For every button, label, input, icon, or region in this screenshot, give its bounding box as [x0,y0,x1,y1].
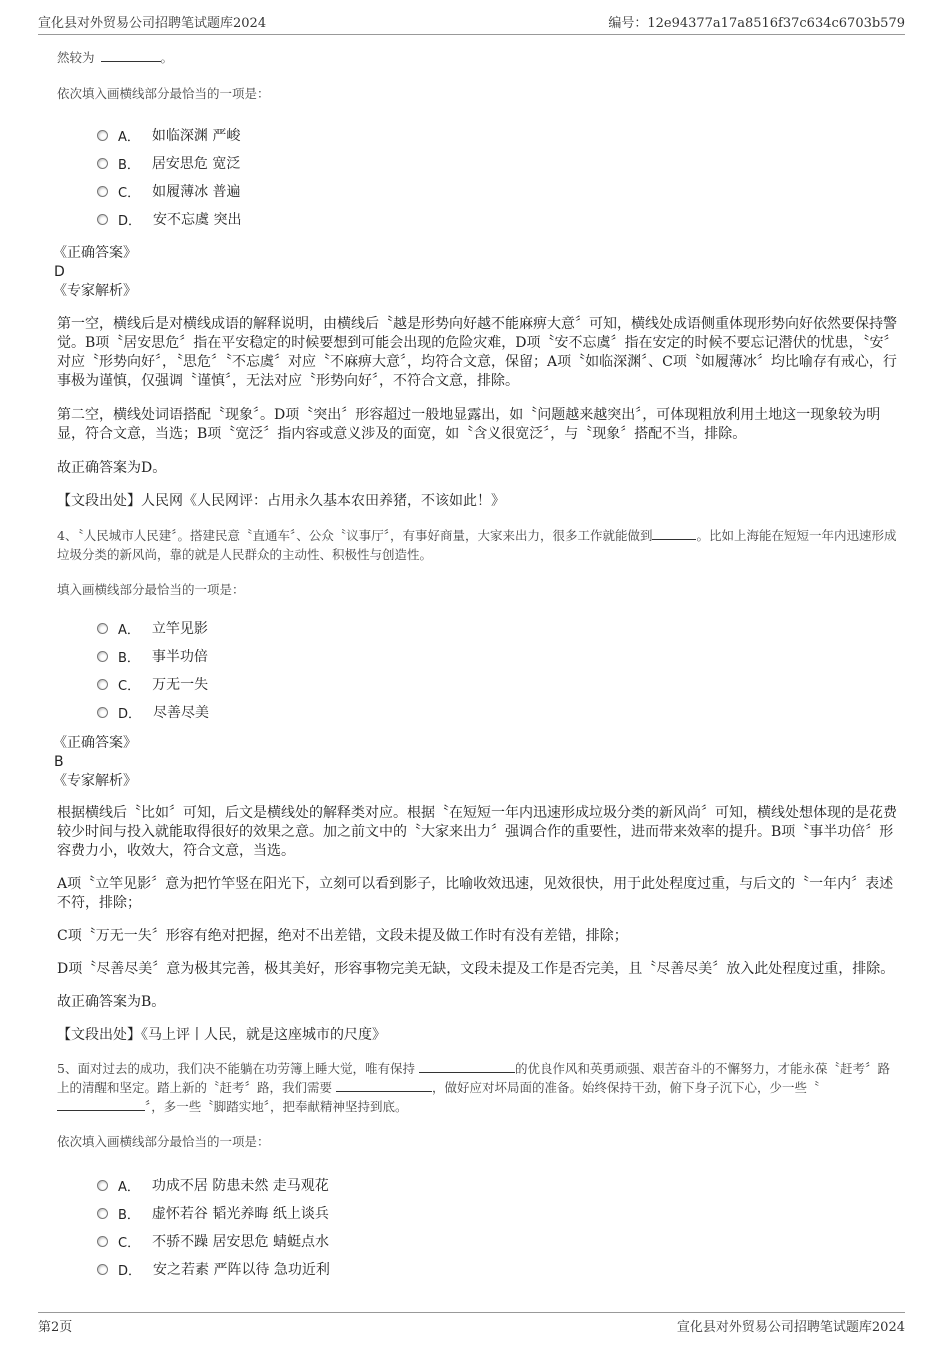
blank [652,526,696,540]
q3-option-b[interactable]: B． 居安思危 宽泛 [97,149,897,177]
blank [336,1078,432,1092]
header-doc-id: 编号：12e94377a17a8516f37c634c6703b579 [608,16,905,31]
q3-answer-label: 《正确答案》 [53,245,137,261]
q3-stem-tail: 然较为 。 [57,50,174,65]
q3-options [97,121,897,233]
q4-option-c[interactable]: C． 万无一失 [97,670,897,698]
radio-icon[interactable] [97,1264,108,1275]
q4-analysis-para-1: 根据横线后〝比如〞可知，后文是横线处的解释类对应。根据〝在短短一年内迅速形成垃圾分类的新风尚〞可知，横线处想体现的是花费较少时间与投入就能取得很好的效果之意。加之前文中的〝大家来出力〞强调合作的重要性，进而带来效率的提升。B项〝事半功倍〞形容费力小，收效大，符合文意，当选。 [57,805,897,859]
blank [57,1097,145,1111]
radio-icon[interactable] [97,623,108,634]
q4-analysis-para-3: C项〝万无一失〞形容有绝对把握，绝对不出差错，文段未提及做工作时有没有差错，排除； [57,928,628,944]
q4-option-a[interactable]: A． 立竿见影 [97,614,897,642]
q3-option-c[interactable]: C． 如履薄冰 普遍 [97,177,897,205]
q5-option-d[interactable]: D． 安之若素 严阵以待 急功近利 [97,1255,897,1283]
q4-answer-label: 《正确答案》 [53,735,137,751]
q3-analysis-para-1: 第一空，横线后是对横线成语的解释说明，由横线后〝越是形势向好越不能麻痹大意〞可知，横线处成语侧重体现形势向好依然要保持警觉。B项〝居安思危〞指在平安稳定的时候要想到可能会出现的危险灾难，D项〝安不忘虞〞指在安定的时候不要忘记潜伏的忧患，〝安〞对应〝形势向好〞，〝思危〞〝不忘虞〞对应〝不麻痹大意〞，均符合文意，保留；A项〝如临深渊〞、C项〝如履薄冰〞均比喻存有戒心，行事极为谨慎，仅强调〝谨慎〞，无法对应〝形势向好〞，不符合文意，排除。 [57,316,897,389]
q5-option-b[interactable]: B． 虚怀若谷 韬光养晦 纸上谈兵 [97,1199,897,1227]
q4-stem: 4、〝人民城市人民建〞。搭建民意〝直通车〞、公众〝议事厅〞，有事好商量，大家来出力，很多工作就能做到 。比如上海能在短短一年内迅速形成垃圾分类的新风尚，靠的就是人民群众的主动性、积极性与创造性。 [57,528,897,562]
radio-icon[interactable] [97,651,108,662]
q3-answer: D [54,264,65,280]
radio-icon[interactable] [97,158,108,169]
q4-options [97,614,897,726]
page-number: 第2页 [38,1320,73,1335]
page-header [38,12,905,35]
radio-icon[interactable] [97,1236,108,1247]
header-title: 宣化县对外贸易公司招聘笔试题库2024 [38,16,267,31]
q5-option-c[interactable]: C． 不骄不躁 居安思危 蜻蜓点水 [97,1227,897,1255]
q4-source: 【文段出处】《马上评丨人民，就是这座城市的尺度》 [57,1027,386,1043]
q4-analysis-para-4: D项〝尽善尽美〞意为极其完善，极其美好，形容事物完美无缺，文段未提及工作是否完美，且〝尽善尽美〞放入此处程度过重，排除。 [57,961,895,977]
radio-icon[interactable] [97,130,108,141]
q3-analysis-para-2: 第二空，横线处词语搭配〝现象〞。D项〝突出〞形容超过一般地显露出，如〝问题越来越突出〞，可体现粗放利用土地这一现象较为明显，符合文意，当选；B项〝宽泛〞指内容或意义涉及的面宽，如〝含义很宽泛〞，与〝现象〞搭配不当，排除。 [57,407,881,442]
q3-prompt: 依次填入画横线部分最恰当的一项是： [57,86,270,101]
radio-icon[interactable] [97,1208,108,1219]
q5-prompt: 依次填入画横线部分最恰当的一项是： [57,1134,270,1149]
q3-source: 【文段出处】人民网《人民网评：占用永久基本农田养猪，不该如此！》 [57,493,505,509]
q3-analysis-para-3: 故正确答案为D。 [57,460,167,476]
page-content [53,48,897,1283]
q4-analysis-para-2: A项〝立竿见影〞意为把竹竿竖在阳光下，立刻可以看到影子，比喻收效迅速，见效很快，用于此处程度过重，与后文的〝一年内〞表述不符，排除； [57,876,894,911]
radio-icon[interactable] [97,707,108,718]
footer-title: 宣化县对外贸易公司招聘笔试题库2024 [676,1320,905,1335]
q4-prompt: 填入画横线部分最恰当的一项是： [57,582,245,597]
q4-answer: B [54,754,64,770]
radio-icon[interactable] [97,214,108,225]
q3-analysis-label: 《专家解析》 [53,283,137,299]
q4-option-b[interactable]: B． 事半功倍 [97,642,897,670]
radio-icon[interactable] [97,679,108,690]
q4-analysis-para-5: 故正确答案为B。 [57,994,166,1010]
radio-icon[interactable] [97,186,108,197]
blank [101,48,161,62]
q3-option-d[interactable]: D． 安不忘虞 突出 [97,205,897,233]
q5-stem: 5、面对过去的成功，我们决不能躺在功劳簿上睡大觉，唯有保持 的优良作风和英勇顽强、艰苦奋斗的不懈努力，才能永葆〝赶考〞路上的清醒和坚定。踏上新的〝赶考〞路，我们需要 ，做好应对坏局面的准备。始终保持干劲，俯下身子沉下心，少一些〝〞，多一些〝脚踏实地〞，把奉献精神坚持到底。 [57,1061,890,1114]
q5-options [97,1171,897,1283]
page-footer [38,1312,905,1338]
q3-option-a[interactable]: A． 如临深渊 严峻 [97,121,897,149]
q4-analysis-label: 《专家解析》 [53,773,137,789]
radio-icon[interactable] [97,1180,108,1191]
blank [419,1059,515,1073]
q5-option-a[interactable]: A． 功成不居 防患未然 走马观花 [97,1171,897,1199]
q4-option-d[interactable]: D． 尽善尽美 [97,698,897,726]
